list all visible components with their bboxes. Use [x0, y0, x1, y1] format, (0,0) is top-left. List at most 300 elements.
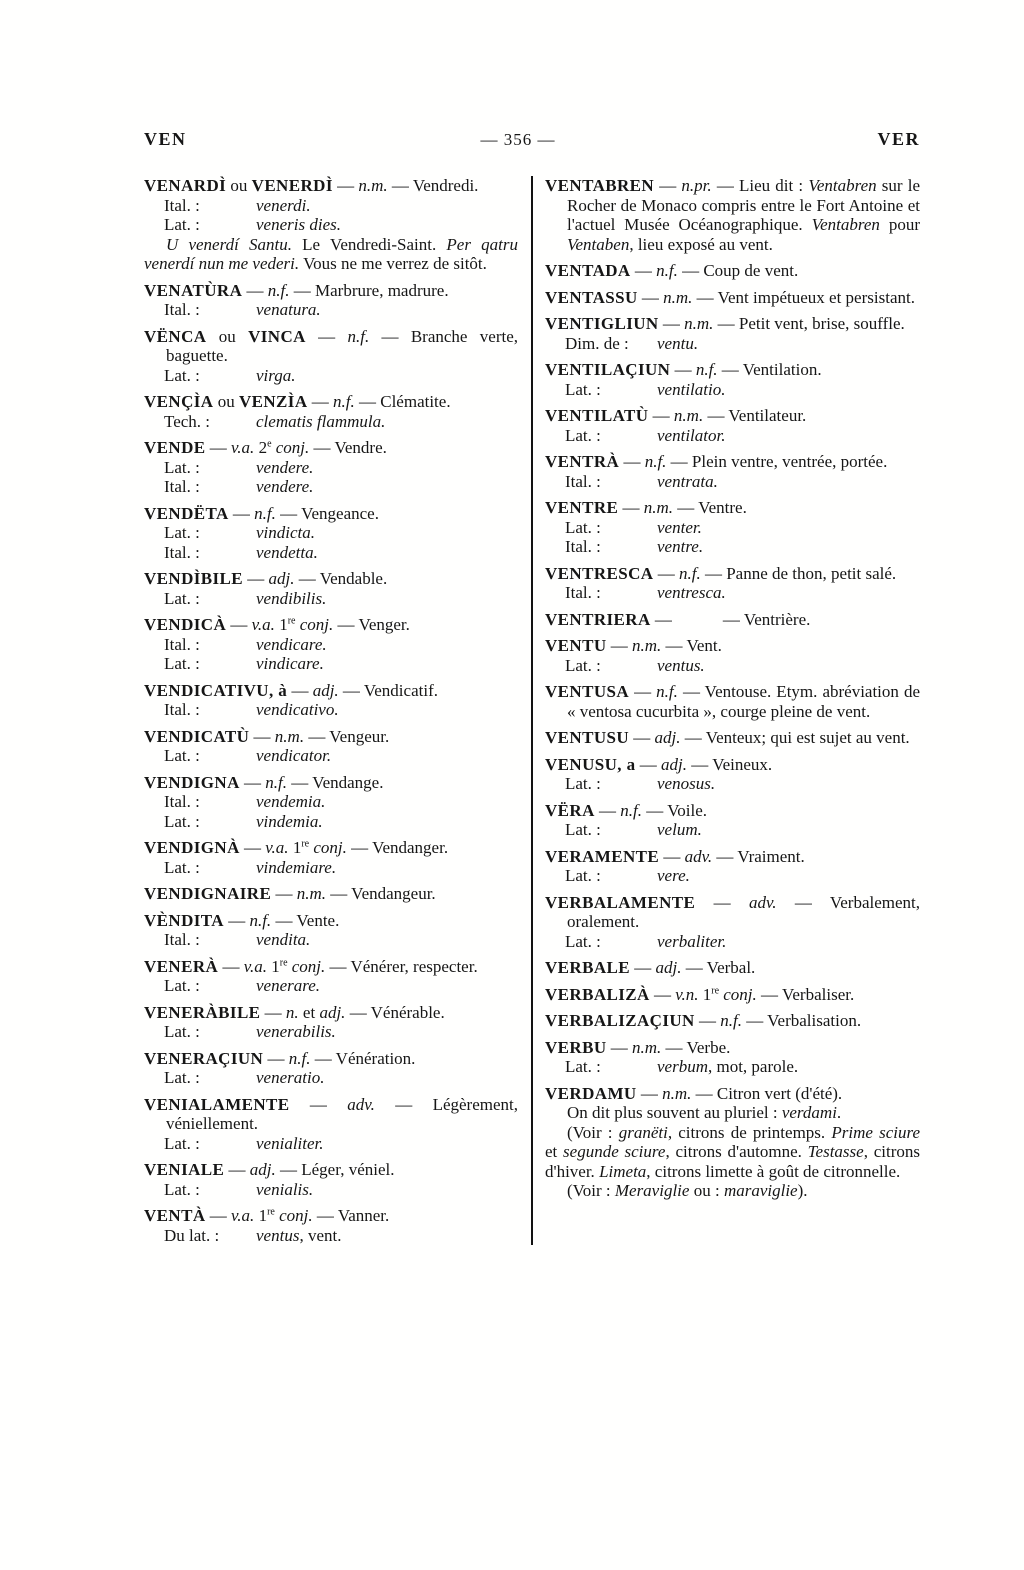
text-run: — — [635, 754, 662, 774]
language-label: Du lat. : — [164, 1225, 220, 1245]
dictionary-entry — [545, 682, 920, 721]
text-run: — Verbe. — [661, 1037, 731, 1057]
entry-translation-line — [545, 583, 920, 603]
italic-term: conj. — [275, 438, 310, 457]
language-label: Lat. : — [565, 425, 601, 445]
language-label: Ital. : — [164, 700, 200, 719]
language-label: Ital. : — [164, 542, 200, 562]
entry-headline — [144, 1160, 518, 1180]
text-run: — Panne de thon, petit salé. — [700, 563, 897, 583]
headword: VENTRIERA — [545, 609, 651, 629]
language-label: Ital. : — [164, 300, 200, 319]
dictionary-entry — [545, 564, 920, 603]
language-label: Lat. : — [565, 774, 601, 793]
text-run: — — [239, 838, 266, 857]
dictionary-entry — [545, 801, 920, 840]
ordinal-superscript: re — [267, 1206, 275, 1218]
text-run: — Vénérable. — [345, 1002, 445, 1022]
text-run: Vous ne me verrez de sitôt. — [299, 254, 487, 273]
italic-term: ventilatio. — [657, 379, 726, 399]
entry-translation-line — [144, 1180, 518, 1200]
text-run: — Vente. — [271, 910, 340, 930]
language-label: Lat. : — [164, 811, 200, 831]
italic-term: velum. — [657, 820, 702, 839]
headword: VERBALAMENTE — [545, 892, 696, 912]
language-label: Tech. : — [164, 411, 211, 431]
italic-term: virga. — [256, 365, 296, 385]
entry-translation-line — [144, 635, 518, 655]
italic-term: v.a. — [243, 956, 267, 976]
language-label: Lat. : — [565, 820, 601, 839]
text-run: — Citron vert (d'été). — [691, 1083, 843, 1103]
dictionary-entry — [144, 884, 518, 904]
headword: VERBALE — [545, 958, 630, 977]
text-run: — — [205, 1206, 232, 1225]
text-run: 1 — [266, 956, 280, 976]
text-run: — Branche verte, baguette. — [166, 326, 519, 365]
headword: VERBU — [545, 1037, 607, 1057]
text-run: — Vendredi. — [387, 176, 479, 195]
entry-usage-note — [545, 1103, 920, 1123]
italic-term: v.a. — [231, 1206, 255, 1225]
language-label: Lat. : — [164, 1133, 200, 1153]
language-label: Lat. : — [164, 215, 200, 234]
text-run: — — Ventrière. — [650, 609, 811, 629]
italic-term: vindicta. — [256, 523, 316, 542]
dictionary-entry — [545, 1084, 920, 1201]
language-label: Lat. : — [164, 365, 200, 385]
entry-translation-line — [144, 792, 518, 812]
dictionary-entry — [144, 504, 518, 563]
text-run: — Vent. — [661, 636, 722, 655]
text-run: — Veineux. — [687, 754, 773, 774]
entry-headline — [545, 261, 920, 281]
headword: VENARDÌ — [144, 176, 227, 195]
italic-term: v.n. — [675, 984, 699, 1004]
entry-headline — [545, 682, 920, 721]
text-run: , citrons d'automne. — [665, 1142, 808, 1161]
text-run: — Plein ventre, ventrée, portée. — [666, 452, 888, 471]
text-run: sur le Rocher de Monaco compris entre le Fort Antoine et l'actuel Musée Océanographique. — [567, 176, 921, 234]
entry-translation-line — [545, 537, 920, 557]
text-run: — — [594, 800, 621, 820]
italic-term: veneratio. — [256, 1068, 325, 1087]
italic-term: n.m. — [673, 406, 704, 425]
headword: VENTIGLIUN — [545, 314, 659, 333]
entry-translation-line — [144, 976, 518, 996]
text-run: — — [226, 615, 252, 634]
dictionary-entry — [144, 681, 518, 720]
entry-headline — [545, 1038, 920, 1058]
headword: VENDICÀ — [144, 615, 227, 634]
italic-term: n.f. — [678, 563, 701, 583]
entry-usage-note — [545, 1123, 920, 1182]
dictionary-entry — [144, 176, 518, 274]
italic-term: adv. — [748, 892, 777, 912]
italic-term: ventilator. — [657, 425, 726, 445]
italic-term: ventus. — [657, 655, 705, 675]
language-label: Ital. : — [565, 583, 601, 602]
italic-term: venatura. — [256, 300, 321, 319]
text-run: — — [242, 280, 268, 300]
language-label: Ital. : — [565, 471, 601, 491]
italic-term: vendere. — [256, 477, 314, 496]
column-right — [545, 176, 920, 1245]
dictionary-entry — [545, 728, 920, 748]
entry-headline — [545, 755, 920, 775]
dictionary-entry — [545, 1011, 920, 1031]
italic-term: verbaliter. — [657, 931, 727, 951]
text-run: — Clématite. — [354, 392, 451, 411]
italic-term: vendibilis. — [256, 588, 327, 608]
text-run: — Léger, véniel. — [275, 1160, 395, 1179]
headword: VERDAMU — [545, 1083, 637, 1103]
entry-translation-line — [144, 930, 518, 950]
dictionary-entry — [545, 610, 920, 630]
text-run: — Vraiment. — [712, 846, 805, 866]
entry-headline — [545, 728, 920, 748]
entry-translation-line — [545, 472, 920, 492]
entry-translation-line — [144, 746, 518, 766]
entry-headline — [545, 610, 920, 630]
headword: VENDËTA — [144, 503, 229, 523]
italic-term: granëti — [618, 1122, 668, 1142]
entry-translation-line — [545, 656, 920, 676]
text-columns — [144, 176, 920, 1245]
italic-term: n.f. — [656, 682, 678, 701]
entry-headline — [144, 957, 518, 977]
dictionary-entry — [144, 1049, 518, 1088]
dictionary-entry — [545, 314, 920, 353]
language-label: Lat. : — [164, 654, 200, 673]
text-run: (Voir : — [567, 1122, 619, 1142]
dictionary-entry — [144, 438, 518, 497]
language-label: Ital. : — [164, 477, 200, 496]
entry-headline — [545, 985, 920, 1005]
entry-translation-line — [144, 589, 518, 609]
text-run: On dit plus souvent au pluriel : — [567, 1103, 782, 1122]
dictionary-entry — [545, 1038, 920, 1077]
headword: VENTABREN — [545, 176, 655, 195]
text-run: — Vengeance. — [275, 503, 379, 523]
italic-term: adv. — [684, 846, 713, 866]
italic-term: venialis. — [256, 1179, 314, 1199]
headword: VENERAÇIUN — [144, 1048, 264, 1068]
text-run: ou : — [689, 1181, 724, 1200]
italic-term: n.f. — [720, 1011, 742, 1030]
text-run: ou — [213, 392, 239, 411]
entry-headline — [144, 281, 518, 301]
text-run: — — [630, 958, 656, 977]
text-run: — — [239, 772, 266, 792]
language-label: Lat. : — [565, 866, 601, 885]
text-run: — — [654, 176, 682, 195]
dictionary-entry — [545, 406, 920, 445]
headword: VENERDÌ — [251, 176, 333, 195]
italic-term: n.m. — [632, 1037, 662, 1057]
ordinal-superscript: re — [301, 838, 310, 850]
italic-term: n.pr. — [681, 176, 712, 195]
headword: VËRA — [545, 800, 595, 820]
text-run: — Verbalisation. — [741, 1011, 862, 1030]
text-run: — — [629, 728, 655, 747]
page-header — [144, 129, 920, 150]
italic-term: Per qatru venerdí nun me vederi. — [144, 234, 518, 273]
italic-term: vendetta. — [256, 542, 318, 562]
text-run: — Verbal. — [681, 958, 756, 977]
text-run: — Coup de vent. — [677, 261, 799, 280]
text-run: — — [648, 406, 674, 425]
italic-term: vendicare. — [256, 634, 327, 654]
entry-translation-line — [545, 426, 920, 446]
language-label: Lat. : — [164, 857, 200, 877]
text-run: — Légèrement, véniellement. — [166, 1094, 518, 1133]
italic-term: verdami — [781, 1103, 837, 1122]
italic-term: ventresca. — [657, 583, 726, 602]
text-run: 1 — [288, 838, 302, 857]
dictionary-entry — [144, 1206, 518, 1245]
text-run: — — [630, 261, 657, 280]
language-label: Ital. : — [164, 792, 200, 811]
entry-headline — [545, 176, 920, 254]
italic-term: veneris dies. — [256, 215, 341, 234]
ordinal-superscript: re — [279, 956, 288, 968]
entry-headline — [545, 452, 920, 472]
dictionary-entry — [144, 773, 518, 832]
italic-term: venerare. — [256, 976, 321, 995]
headword: VERBALIZÀ — [545, 984, 650, 1004]
text-run: — — [243, 569, 269, 588]
dictionary-entry — [144, 615, 518, 674]
entry-headline — [545, 498, 920, 518]
entry-translation-line — [144, 300, 518, 320]
entry-translation-line — [545, 820, 920, 840]
text-run: — — [606, 1037, 633, 1057]
dictionary-entry — [545, 985, 920, 1005]
language-label: Ital. : — [164, 930, 200, 949]
text-run: — Lieu dit : — [711, 176, 809, 195]
dictionary-entry — [144, 392, 518, 431]
italic-term: n.f. — [695, 360, 718, 379]
entry-translation-line — [144, 412, 518, 432]
headword: VENTUSA — [545, 682, 630, 701]
column-left — [144, 176, 518, 1245]
text-run: — — [228, 503, 255, 523]
italic-term: venosus. — [657, 774, 716, 793]
italic-term: conj. — [313, 838, 347, 857]
italic-term: n.f. — [656, 261, 678, 280]
entry-headline — [144, 1206, 518, 1226]
entry-translation-line — [144, 196, 518, 216]
text-run: 2 — [254, 438, 268, 457]
text-run: — — [653, 563, 679, 583]
text-run: — Vénération. — [310, 1048, 416, 1068]
text-run: ). — [797, 1181, 808, 1200]
italic-term: v.a. — [251, 615, 275, 634]
text-run: — Ventouse. Etym. abréviation de « ventosa cucurbita », courge pleine de vent. — [567, 682, 921, 721]
italic-term: n.f. — [288, 1048, 311, 1068]
italic-term: Limeta — [599, 1161, 647, 1181]
text-run: — Vendable. — [294, 569, 388, 588]
entry-translation-line — [144, 858, 518, 878]
dictionary-entry — [545, 261, 920, 281]
italic-term: n.m. — [274, 726, 305, 746]
text-run: — — [649, 984, 676, 1004]
text-run: — Voile. — [642, 800, 708, 820]
language-label: Lat. : — [164, 976, 200, 995]
text-run: — — [619, 452, 645, 471]
entry-translation-line — [144, 458, 518, 478]
header-right-guideword: VER — [877, 129, 920, 149]
entry-headline — [545, 1011, 920, 1031]
language-label: Lat. : — [565, 1057, 601, 1076]
language-label: Lat. : — [565, 655, 601, 675]
italic-term: Ventaben — [567, 234, 630, 254]
headword: VENIALE — [144, 1160, 225, 1179]
italic-term: maraviglie — [723, 1181, 798, 1200]
italic-term: n.m. — [663, 287, 693, 307]
headword: VÈNDITA — [144, 910, 224, 930]
text-run: — — [289, 1094, 348, 1114]
text-run: — — [307, 392, 333, 411]
entry-headline — [144, 615, 518, 635]
entry-translation-line — [545, 380, 920, 400]
text-run: — Petit vent, brise, souffle. — [713, 314, 905, 333]
text-run: pour — [879, 215, 920, 234]
text-run: 1 — [254, 1206, 268, 1225]
language-label: Lat. : — [565, 517, 601, 537]
text-run: , citrons de printemps. — [667, 1122, 832, 1142]
text-run: — Verbaliser. — [756, 984, 855, 1004]
text-run: (Voir : — [567, 1181, 615, 1200]
language-label: Lat. : — [164, 1022, 200, 1041]
italic-term: n.f. — [333, 392, 355, 411]
headword: VENDIGNA — [144, 772, 240, 792]
text-run: — — [205, 438, 232, 457]
italic-term: vendemia. — [256, 792, 326, 811]
entry-headline — [545, 847, 920, 867]
headword: VENUSU, a — [545, 754, 636, 774]
dictionary-entry — [144, 281, 518, 320]
language-label: Lat. : — [164, 1068, 200, 1087]
entry-headline — [144, 727, 518, 747]
entry-headline — [144, 176, 518, 196]
header-page-number: — 356 — — [480, 130, 556, 149]
entry-translation-line — [545, 1057, 920, 1077]
dictionary-entry — [144, 911, 518, 950]
language-label: Ital. : — [164, 634, 200, 654]
italic-term: adj. — [654, 728, 681, 747]
text-run: , citrons limette à goût de citronnelle. — [646, 1161, 901, 1181]
italic-term: vendicativo. — [256, 700, 339, 719]
entry-usage-note — [144, 235, 518, 274]
italic-term: vere. — [657, 866, 690, 885]
entry-translation-line — [545, 334, 920, 354]
headword: VENDE — [144, 438, 206, 457]
headword: VENTILATÙ — [545, 406, 649, 425]
italic-term: adv. — [347, 1094, 375, 1114]
headword: VENDIGNÀ — [144, 838, 240, 857]
headword: VENTÀ — [144, 1206, 206, 1225]
text-run: — Ventilateur. — [703, 406, 807, 425]
entry-translation-line — [545, 774, 920, 794]
entry-usage-note — [545, 1181, 920, 1201]
italic-term: Prime sciure — [831, 1122, 920, 1142]
italic-term: Testasse — [807, 1142, 864, 1161]
italic-term: conj. — [279, 1206, 313, 1225]
entry-headline — [144, 884, 518, 904]
italic-term: ventu. — [657, 333, 699, 353]
headword: VENDICATIVU, à — [144, 680, 288, 700]
text-run: , mot, parole. — [707, 1057, 799, 1076]
text-run: — Verbalement, oralement. — [567, 892, 920, 931]
language-label: Ital. : — [164, 195, 200, 215]
italic-term: ventus — [256, 1225, 300, 1245]
dictionary-entry — [545, 176, 920, 254]
language-label: Lat. : — [164, 1179, 200, 1199]
text-run: — — [249, 726, 275, 746]
italic-term: n.f. — [347, 326, 370, 346]
headword: VINCA — [248, 326, 306, 346]
text-run: — Vénérer, respecter. — [325, 956, 478, 976]
text-run: — Vanner. — [312, 1206, 390, 1225]
text-run: — — [224, 1160, 250, 1179]
entry-translation-line — [144, 1226, 518, 1246]
italic-term: venialiter. — [256, 1133, 324, 1153]
italic-term: Meraviglie — [614, 1181, 690, 1200]
headword: VENTU — [545, 636, 607, 655]
dictionary-entry — [545, 498, 920, 557]
headword: VENTRE — [545, 498, 619, 517]
italic-term: n.f. — [254, 503, 276, 523]
italic-term: vindemia. — [256, 811, 323, 831]
headword: VENDICATÙ — [144, 726, 250, 746]
text-run: — — [287, 680, 313, 700]
text-run: — — [305, 326, 348, 346]
italic-term: v.a. — [231, 438, 255, 457]
italic-term: venerabilis. — [256, 1022, 336, 1041]
italic-term: n.m. — [662, 1083, 692, 1103]
entry-headline — [144, 569, 518, 589]
headword: VENÇÌA — [144, 392, 214, 411]
text-run: . — [836, 1103, 842, 1122]
headword: VENTRÀ — [545, 452, 620, 471]
text-run: — Vendange. — [287, 772, 384, 792]
text-run: 1 — [274, 615, 288, 634]
italic-term: verbum — [657, 1057, 708, 1076]
italic-term: adj. — [249, 1160, 276, 1179]
text-run: — Vendre. — [309, 438, 387, 457]
dictionary-entry — [545, 360, 920, 399]
entry-headline — [545, 636, 920, 656]
text-run: — — [618, 498, 644, 517]
headword: VERAMENTE — [545, 846, 660, 866]
text-run: — — [271, 884, 297, 903]
dictionary-entry — [545, 452, 920, 491]
headword: VENERÀBILE — [144, 1002, 261, 1022]
entry-headline — [144, 1095, 518, 1134]
entry-translation-line — [545, 866, 920, 886]
text-run: — — [332, 176, 359, 195]
italic-term: adj. — [661, 754, 687, 774]
text-run: — Vendicatif. — [338, 680, 438, 700]
text-run: — Vent impétueux et persistant. — [692, 287, 915, 307]
headword: VËNCA — [144, 326, 207, 346]
entry-headline — [545, 1084, 920, 1104]
header-left-guideword: VEN — [144, 129, 187, 149]
text-run: — — [223, 910, 250, 930]
entry-translation-line — [144, 366, 518, 386]
